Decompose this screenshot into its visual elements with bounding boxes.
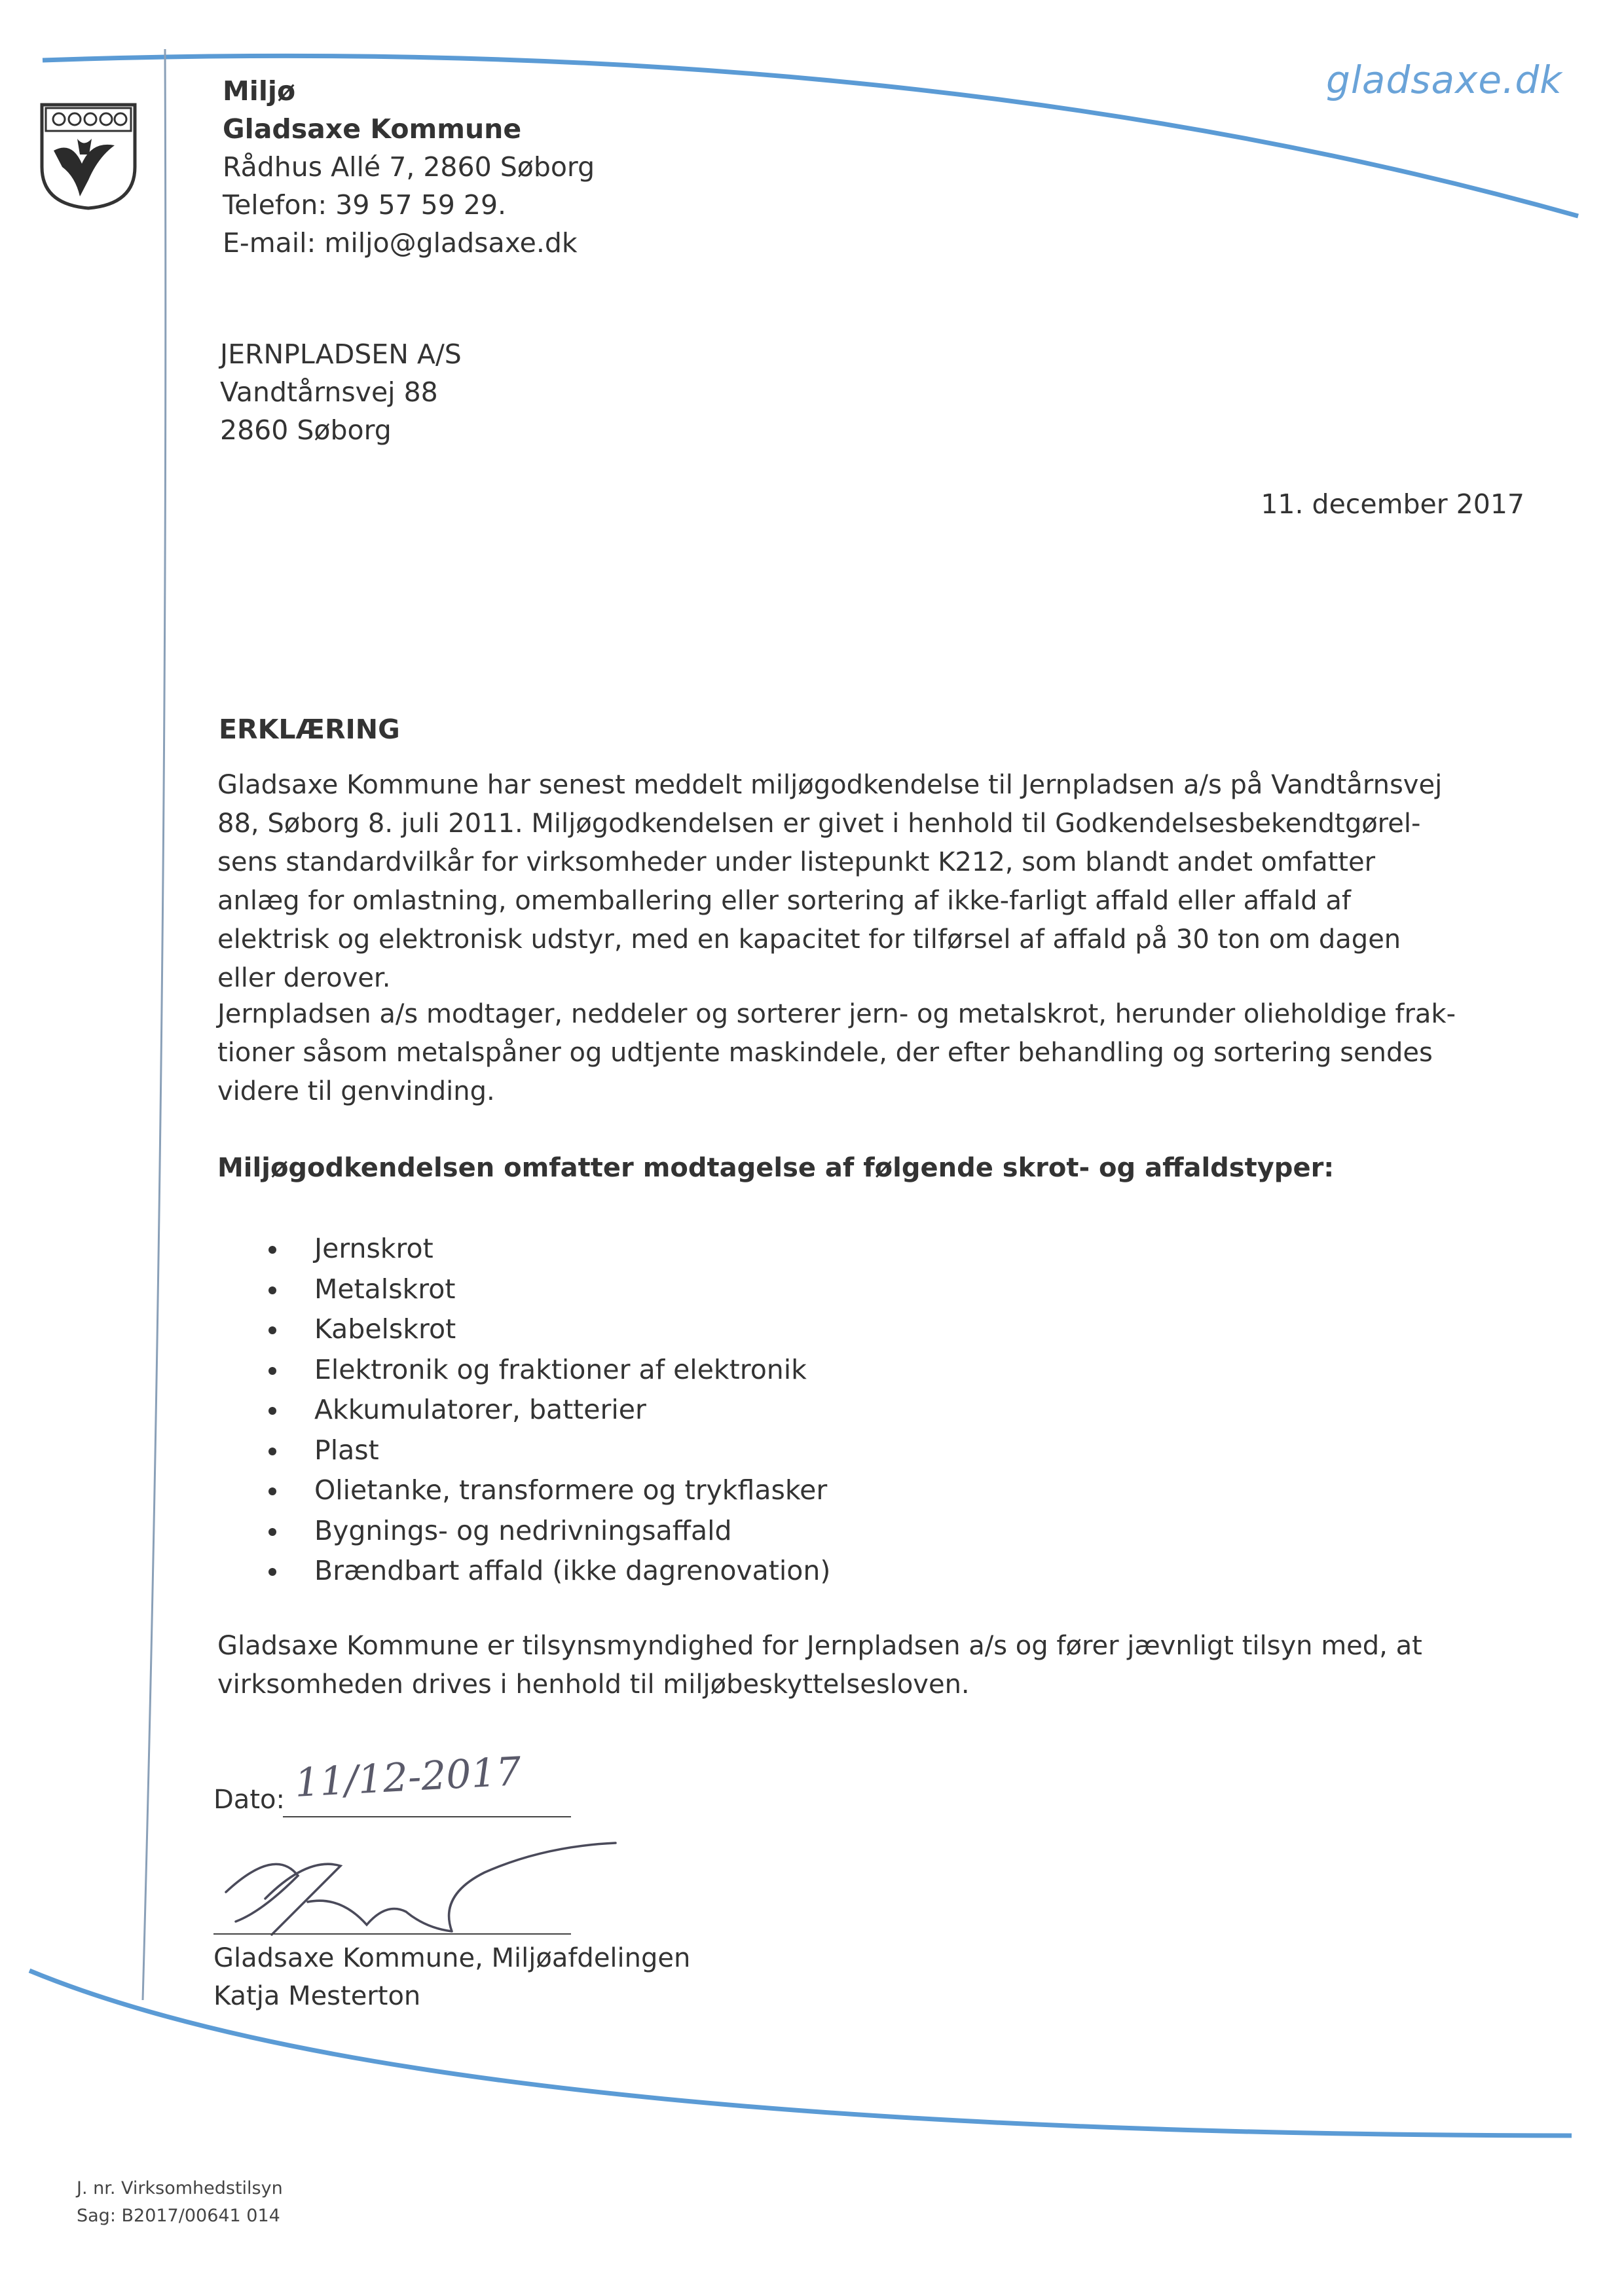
sender-phone: Telefon: 39 57 59 29. xyxy=(223,189,507,221)
list-item: Olietanke, transformere og trykflasker xyxy=(262,1470,830,1511)
paragraph-operations: Jernpladsen a/s modtager, neddeler og sorterer jern- og metalskrot, herunder olieholdige frak-tioner såsom metalspåner og udtjente maskindele, der efter behandling og sortering sendes videre til genvinding. xyxy=(217,999,1456,1106)
sender-block xyxy=(223,72,595,262)
signature-scribble xyxy=(226,1843,616,1935)
letter-heading: ERKLÆRING xyxy=(219,714,400,745)
signature-line xyxy=(213,1933,571,1935)
recipient-street: Vandtårnsvej 88 xyxy=(220,376,438,408)
signatory-org: Gladsaxe Kommune, Miljøafdelingen xyxy=(213,1943,691,1973)
list-item: Bygnings- og nedrivningsaffald xyxy=(262,1511,830,1552)
list-item: Akkumulatorer, batterier xyxy=(262,1390,830,1430)
date-label: Dato: xyxy=(213,1785,285,1815)
paragraph-supervision: Gladsaxe Kommune er tilsynsmyndighed for Jernpladsen a/s og fører jævnligt tilsyn med, at virksomheden drives i henhold til miljøbeskyttelsesloven. xyxy=(217,1631,1422,1700)
signatory-block xyxy=(213,1939,690,2015)
bullet-icon xyxy=(268,1286,276,1294)
recipient-name: JERNPLADSEN A/S xyxy=(220,338,462,370)
bullet-icon xyxy=(268,1326,276,1334)
paragraph-approval: Gladsaxe Kommune har senest meddelt miljøgodkendelse til Jernpladsen a/s på Vandtårnsvej 88, Søborg 8. juli 2011. Miljøgodkendelsen er givet i henhold til Godkendelsesbekendtgørel-sens standardvilkår for virksomheder under listepunkt K212, som blandt andet omfatter anlæg for omlastning, omemballering eller sortering af ikke-farligt affald eller affald af elektrisk og elektronisk udstyr, med en kapacitet for tilførsel af affald på 30 ton om dagen eller derover. xyxy=(217,770,1443,993)
sender-address: Rådhus Allé 7, 2860 Søborg xyxy=(223,151,595,183)
recipient-city: 2860 Søborg xyxy=(220,414,392,446)
sender-org: Gladsaxe Kommune xyxy=(223,113,522,145)
paragraph-list-intro: Miljøgodkendelsen omfatter modtagelse af følgende skrot- og affaldstyper: xyxy=(217,1153,1335,1183)
journal-number: J. nr. Virksomhedstilsyn xyxy=(77,2178,283,2198)
list-item: Brændbart affald (ikke dagrenovation) xyxy=(262,1551,830,1592)
waste-type-list xyxy=(262,1229,830,1592)
letter-date: 11. december 2017 xyxy=(1261,488,1524,520)
signatory-name: Katja Mesterton xyxy=(213,1981,421,2011)
case-number: Sag: B2017/00641 014 xyxy=(77,2206,280,2226)
bullet-icon xyxy=(268,1246,276,1254)
list-item: Plast xyxy=(262,1430,830,1471)
brand-site-logo: gladsaxe.dk xyxy=(1326,58,1562,102)
list-item: Jernskrot xyxy=(262,1229,830,1269)
footer-reference xyxy=(77,2175,283,2230)
sender-email: E-mail: miljo@gladsaxe.dk xyxy=(223,227,578,259)
bullet-icon xyxy=(268,1487,276,1495)
recipient-block xyxy=(220,335,462,449)
left-margin-line xyxy=(143,49,166,2000)
bullet-icon xyxy=(268,1528,276,1536)
bullet-icon xyxy=(268,1448,276,1455)
list-item: Elektronik og fraktioner af elektronik xyxy=(262,1350,830,1391)
list-item: Metalskrot xyxy=(262,1269,830,1310)
list-item: Kabelskrot xyxy=(262,1309,830,1350)
bullet-icon xyxy=(268,1367,276,1375)
sender-department: Miljø xyxy=(223,75,296,107)
bullet-icon xyxy=(268,1568,276,1576)
handwritten-date: 11/12-2017 xyxy=(293,1748,523,1807)
date-line xyxy=(283,1816,571,1817)
bullet-icon xyxy=(268,1407,276,1415)
coat-of-arms-icon xyxy=(42,105,135,208)
